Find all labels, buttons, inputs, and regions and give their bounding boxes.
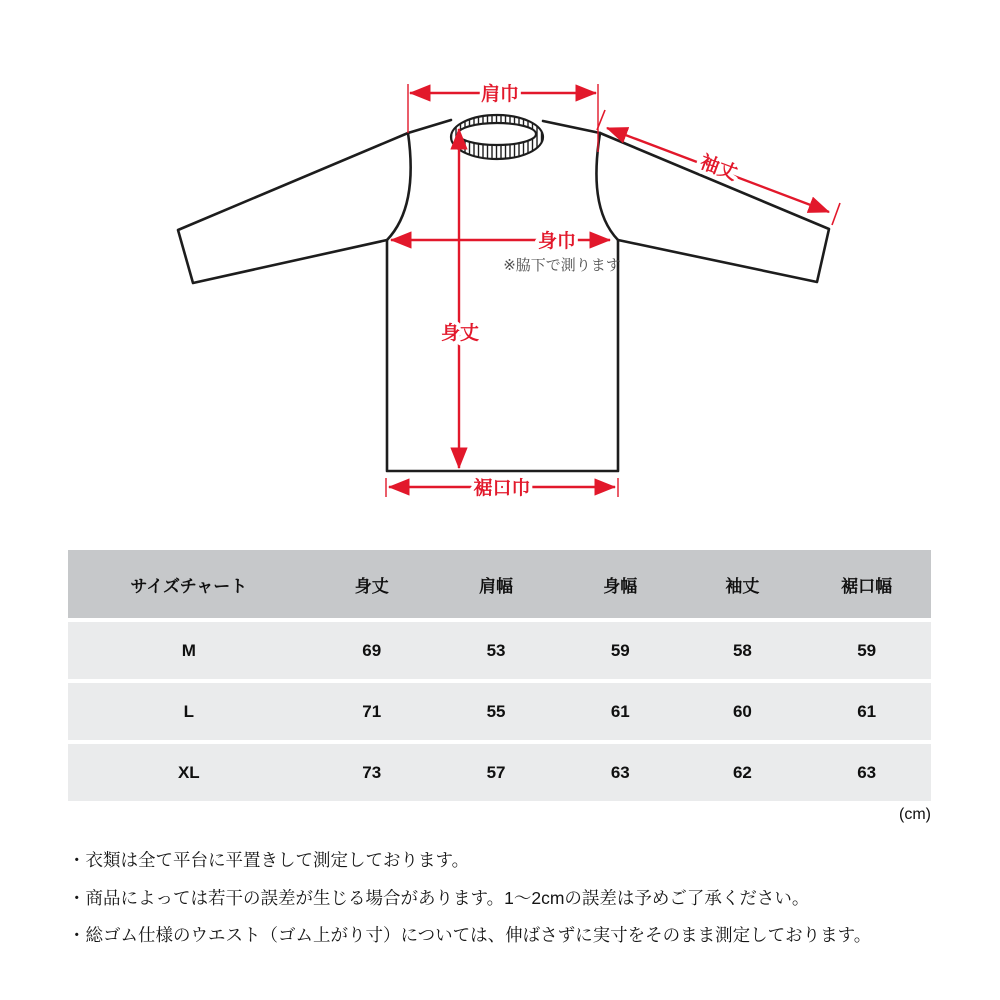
- size-table-header-row: [68, 550, 931, 618]
- right-shoulder-seam: [543, 121, 600, 133]
- body-length-label: 身丈: [440, 323, 480, 344]
- cell-value: 71: [362, 701, 382, 721]
- hem-width-label: 裾口巾: [473, 478, 531, 499]
- cell-value: 59: [857, 640, 877, 660]
- header-cell-shoulder-width: 肩幅: [479, 576, 514, 596]
- cell-value: 53: [486, 640, 506, 660]
- header-cell-size-chart: サイズチャート: [130, 576, 248, 596]
- cell-value: 61: [610, 701, 630, 721]
- cell-value: 60: [732, 701, 752, 721]
- header-cell-body-length: 身丈: [354, 576, 389, 596]
- cell-value: 58: [732, 640, 752, 660]
- cell-size: M: [181, 640, 196, 660]
- cell-value: 63: [857, 762, 877, 782]
- sleeve-length-label: 袖丈: [696, 151, 740, 185]
- table-row-size-m: [68, 622, 931, 679]
- cell-value: 73: [362, 762, 382, 782]
- cell-value: 55: [486, 701, 506, 721]
- table-row-size-xl: [68, 744, 931, 801]
- cell-size: L: [183, 701, 194, 721]
- header-cell-hem-width: 裾口幅: [841, 576, 893, 596]
- unit-cm-label: (cm): [899, 806, 931, 823]
- note-line: ・総ゴム仕様のウエスト（ゴム上がり寸）については、伸ばさずに実寸をそのまま測定しております。: [68, 925, 872, 945]
- header-cell-sleeve-length: 袖丈: [725, 576, 760, 596]
- cell-value: 62: [732, 762, 752, 782]
- left-armhole-seam: [387, 133, 411, 240]
- left-shoulder-seam: [408, 120, 451, 133]
- header-cell-body-width: 身幅: [603, 576, 638, 596]
- body-width-label: 身巾: [537, 231, 577, 252]
- note-line: ・衣類は全て平台に平置きして測定しております。: [68, 850, 470, 870]
- body-outline: [387, 240, 618, 471]
- measurement-notes: [68, 842, 968, 955]
- left-sleeve: [178, 133, 408, 283]
- sleeve-length-tick-end: [832, 203, 840, 225]
- cell-size: XL: [177, 762, 200, 782]
- table-row-size-l: [68, 683, 931, 740]
- collar-ribbed-neckband: [451, 115, 543, 159]
- cell-value: 61: [857, 701, 877, 721]
- right-armhole-seam: [596, 133, 618, 240]
- shoulder-width-label: 肩巾: [480, 84, 520, 105]
- note-line: ・商品によっては若干の誤差が生じる場合があります。1～2cmの誤差は予めご了承ください。: [68, 887, 810, 908]
- size-chart-table: [68, 550, 931, 801]
- armpit-measure-note: ※脇下で測ります: [503, 257, 621, 274]
- cell-value: 57: [486, 762, 506, 782]
- cell-value: 59: [610, 640, 630, 660]
- cell-value: 63: [610, 762, 630, 782]
- cell-value: 69: [362, 640, 382, 660]
